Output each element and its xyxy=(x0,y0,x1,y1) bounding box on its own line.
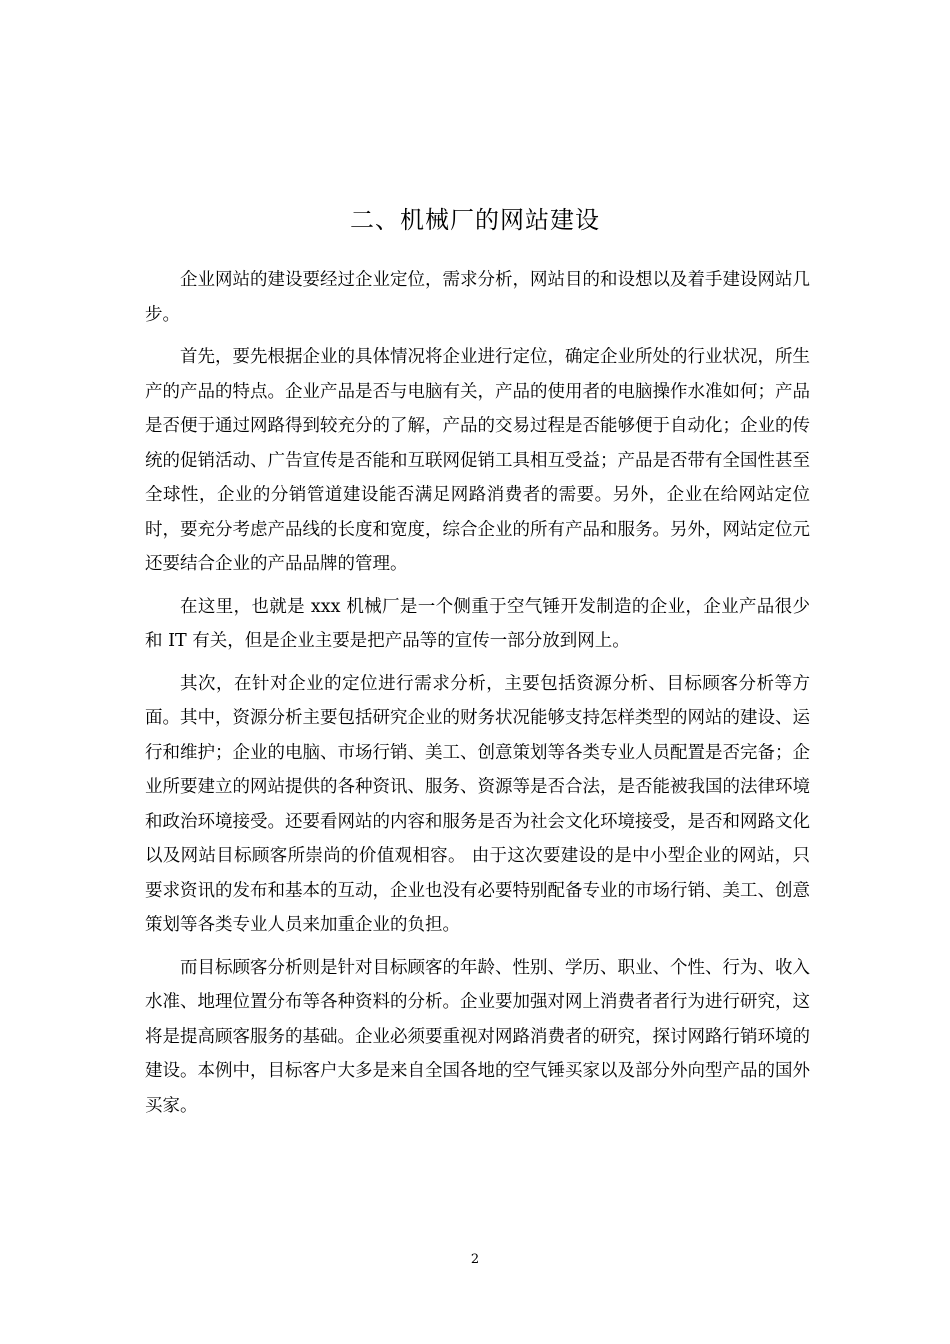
paragraph-needs-analysis: 其次，在针对企业的定位进行需求分析，主要包括资源分析、目标顾客分析等方面。其中，资源分析主要包括研究企业的财务状况能够支持怎样类型的网站的建设、运行和维护；企业的电脑、市场行销、美工、创意策划等各类专业人员配置是否完备；企业所要建立的网站提供的各种资讯、服务、资源等是否合法，是否能被我国的法律环境和政治环境接受。还要看网站的内容和服务是否为社会文化环境接受，是否和网路文化以及网站目标顾客所崇尚的价值观相容。 由于这次要建设的是中小型企业的网站，只要求资讯的发布和基本的互动，企业也没有必要特别配备专业的市场行销、美工、创意策划等各类专业人员来加重企业的负担。 xyxy=(145,673,810,935)
paragraph-positioning: 首先，要先根据企业的具体情况将企业进行定位，确定企业所处的行业状况，所生产的产品的特点。企业产品是否与电脑有关，产品的使用者的电脑操作水准如何；产品是否便于通过网路得到较充分的了解，产品的交易过程是否能够便于自动化；企业的传统的促销活动、广告宣传是否能和互联网促销工具相互受益；产品是否带有全国性甚至全球性，企业的分销管道建设能否满足网路消费者的需要。另外，企业在给网站定位时，要充分考虑产品线的长度和宽度，综合企业的所有产品和服务。另外，网站定位元还要结合企业的产品品牌的管理。 xyxy=(145,347,810,574)
paragraph-intro: 企业网站的建设要经过企业定位，需求分析，网站目的和设想以及着手建设网站几步。 xyxy=(145,270,810,325)
paragraph-company-example: 在这里，也就是 xxx 机械厂是一个侧重于空气锤开发制造的企业，企业产品很少和 IT 有关，但是企业主要是把产品等的宣传一部分放到网上。 xyxy=(145,596,810,651)
paragraph-target-customers: 而目标顾客分析则是针对目标顾客的年龄、性别、学历、职业、个性、行为、收入水准、地理位置分布等各种资料的分析。企业要加强对网上消费者者行为进行研究，这将是提高顾客服务的基础。企业必须要重视对网路消费者的研究，探讨网路行销环境的建设。本例中，目标客户大多是来自全国各地的空气锤买家以及部分外向型产品的国外买家。 xyxy=(145,957,810,1116)
body-text xyxy=(145,263,810,1131)
section-title: 二、机械厂的网站建设 xyxy=(350,206,600,234)
page-number: 2 xyxy=(470,1252,480,1267)
